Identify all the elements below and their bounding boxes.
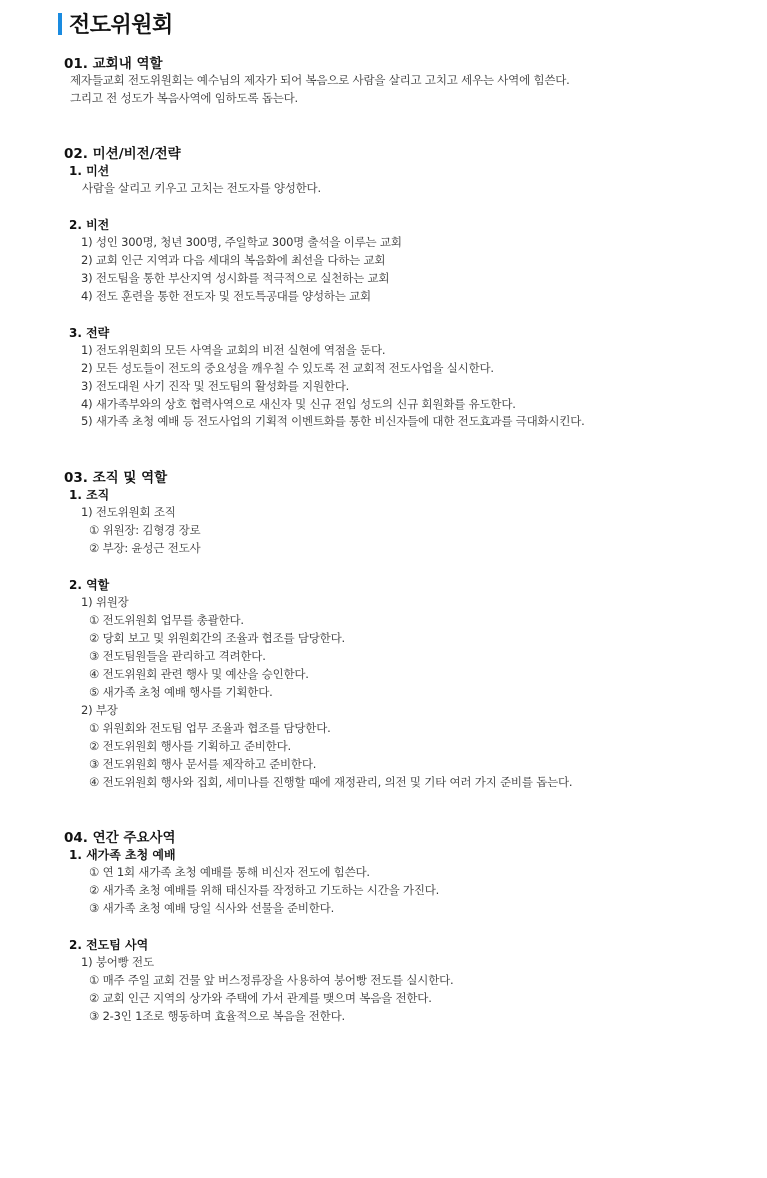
org-sub: 1) 전도위원회 조직	[81, 505, 176, 519]
newfamily-title: 1. 새가족 초청 예배	[69, 848, 176, 862]
team-item: ③ 2-3인 1조로 행동하며 효율적으로 복음을 전한다.	[89, 1009, 345, 1023]
team-title: 2. 전도팀 사역	[69, 938, 149, 952]
newfamily-item: ③ 새가족 초청 예배 당일 식사와 선물을 준비한다.	[89, 901, 335, 915]
head-duty: ④ 전도위원회 행사와 집회, 세미나를 진행할 때에 재정관리, 의전 및 기타 여러 가지 준비를 돕는다.	[89, 775, 573, 789]
vision-item: 3) 전도팀을 통한 부산지역 성시화를 적극적으로 실천하는 교회	[81, 271, 390, 285]
org-member: ② 부장: 윤성근 전도사	[89, 541, 201, 555]
chair-duty: ⑤ 새가족 초청 예배 행사를 기획한다.	[89, 685, 273, 699]
mission-text: 사람을 살리고 키우고 고치는 전도자를 양성한다.	[82, 181, 321, 195]
newfamily-item: ② 새가족 초청 예배를 위해 태신자를 작정하고 기도하는 시간을 가진다.	[89, 883, 440, 897]
section-heading-role: 01. 교회내 역할	[64, 56, 163, 72]
strategy-item: 4) 새가족부와의 상호 협력사역으로 새신자 및 신규 전입 성도의 신규 회원화를 유도한다.	[81, 397, 516, 411]
section-heading-organization: 03. 조직 및 역할	[64, 470, 168, 486]
strategy-item: 3) 전도대원 사기 진작 및 전도팀의 활성화를 지원한다.	[81, 379, 350, 393]
team-item: ② 교회 인근 지역의 상가와 주택에 가서 관계를 맺으며 복음을 전한다.	[89, 991, 432, 1005]
vision-item: 2) 교회 인근 지역과 다음 세대의 복음화에 최선을 다하는 교회	[81, 253, 386, 267]
head-sub: 2) 부장	[81, 703, 118, 717]
role-line-1: 제자들교회 전도위원회는 예수님의 제자가 되어 복음으로 사람을 살리고 고치고 세우는 사역에 힘쓴다.	[70, 73, 570, 87]
chair-duty: ④ 전도위원회 관련 행사 및 예산을 승인한다.	[89, 667, 309, 681]
mission-title: 1. 미션	[69, 164, 110, 178]
title-accent-bar	[58, 13, 62, 35]
newfamily-item: ① 연 1회 새가족 초청 예배를 통해 비신자 전도에 힘쓴다.	[89, 865, 370, 879]
team-item: ① 매주 주일 교회 건물 앞 버스정류장을 사용하여 붕어빵 전도를 실시한다.	[89, 973, 454, 987]
strategy-item: 1) 전도위원회의 모든 사역을 교회의 비전 실현에 역점을 둔다.	[81, 343, 386, 357]
strategy-item: 5) 새가족 초청 예배 등 전도사업의 기획적 이벤트화를 통한 비신자들에 대한 전도효과를 극대화시킨다.	[81, 414, 585, 428]
vision-item: 1) 성인 300명, 청년 300명, 주일학교 300명 출석을 이루는 교회	[81, 235, 402, 249]
strategy-title: 3. 전략	[69, 326, 110, 340]
org-title: 1. 조직	[69, 488, 110, 502]
team-sub: 1) 붕어빵 전도	[81, 955, 154, 969]
chair-duty: ① 전도위원회 업무를 총괄한다.	[89, 613, 244, 627]
org-member: ① 위원장: 김형경 장로	[89, 523, 201, 537]
head-duty: ③ 전도위원회 행사 문서를 제작하고 준비한다.	[89, 757, 317, 771]
vision-title: 2. 비전	[69, 218, 110, 232]
chair-duty: ② 당회 보고 및 위원회간의 조율과 협조를 담당한다.	[89, 631, 345, 645]
head-duty: ① 위원회와 전도팀 업무 조율과 협조를 담당한다.	[89, 721, 331, 735]
page-header	[58, 8, 173, 39]
head-duty: ② 전도위원회 행사를 기획하고 준비한다.	[89, 739, 291, 753]
section-heading-mission-vision: 02. 미션/비전/전략	[64, 146, 181, 162]
strategy-item: 2) 모든 성도들이 전도의 중요성을 깨우칠 수 있도록 전 교회적 전도사업을 실시한다.	[81, 361, 494, 375]
section-heading-annual: 04. 연간 주요사역	[64, 830, 176, 846]
chair-duty: ③ 전도팀원들을 관리하고 격려한다.	[89, 649, 266, 663]
roles-title: 2. 역할	[69, 578, 110, 592]
chair-sub: 1) 위원장	[81, 595, 129, 609]
page-title: 전도위원회	[69, 13, 173, 38]
vision-item: 4) 전도 훈련을 통한 전도자 및 전도특공대를 양성하는 교회	[81, 289, 371, 303]
role-line-2: 그리고 전 성도가 복음사역에 임하도록 돕는다.	[70, 91, 299, 105]
